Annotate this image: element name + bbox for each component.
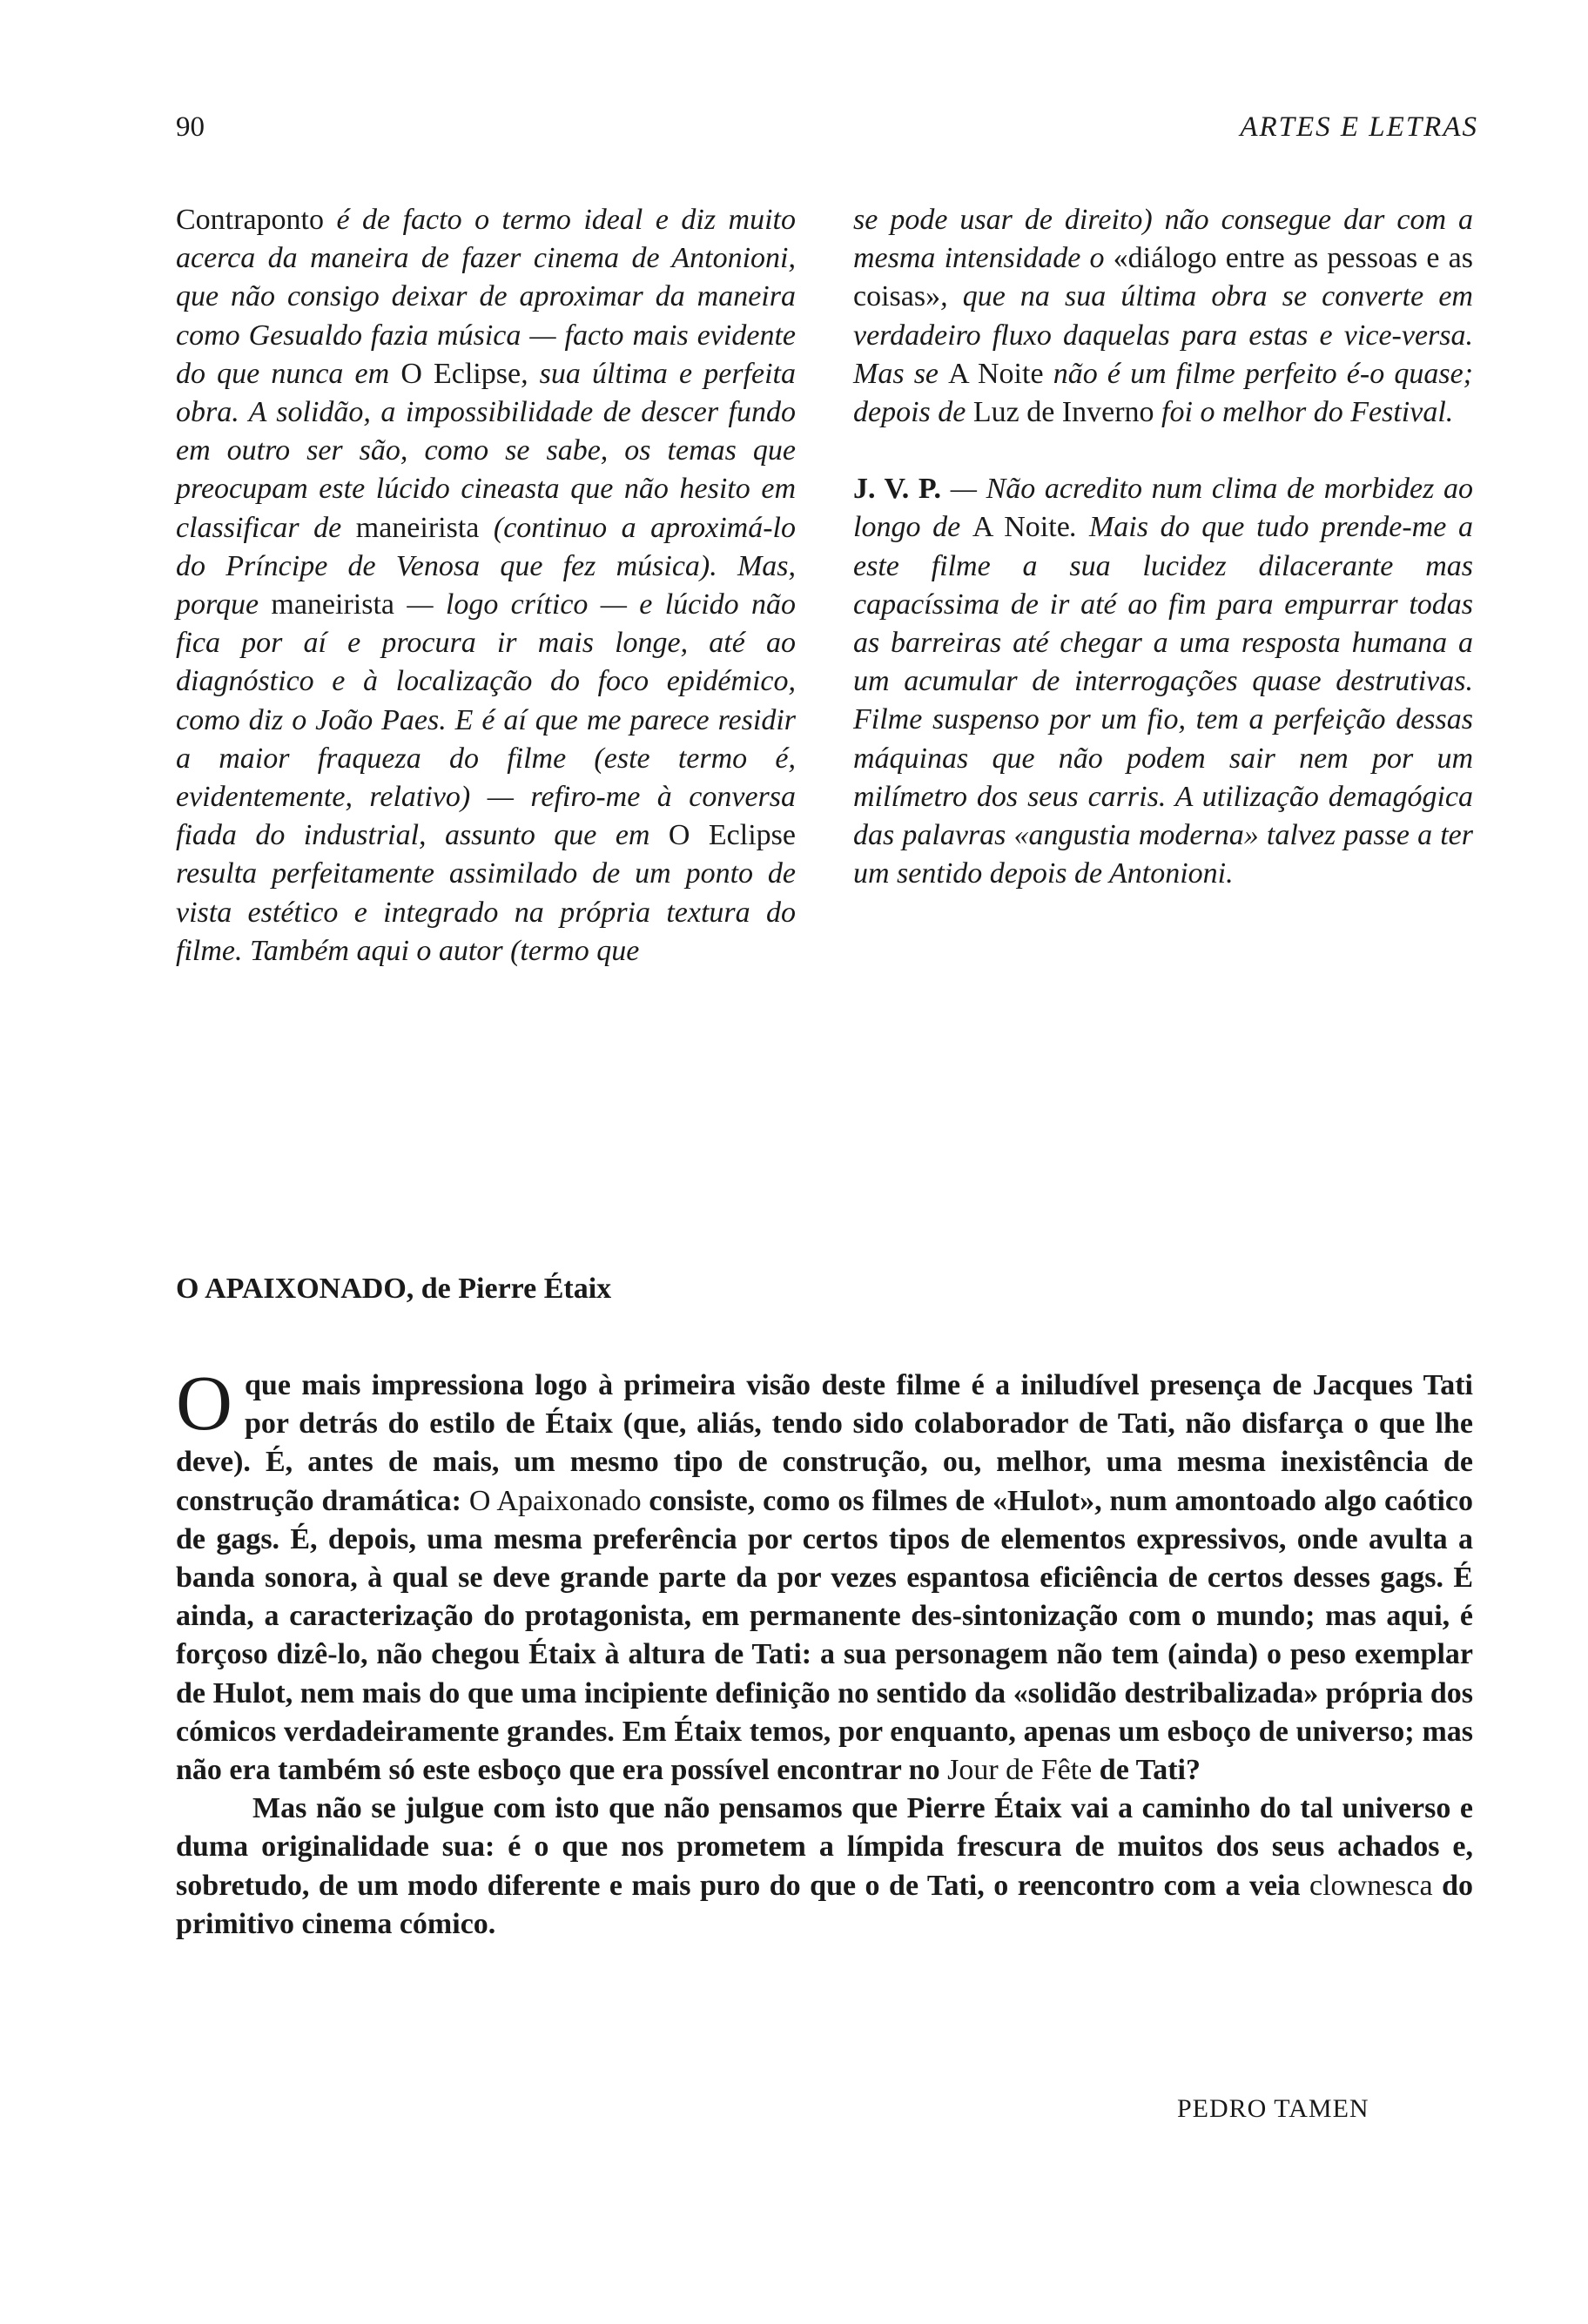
text-span: Contraponto xyxy=(176,204,324,236)
text-span: Mas não se julgue com isto que não pensamos que Pierre Étaix vai a caminho do tal universo e duma originalidade sua: é o que nos prometem a límpida frescura de muitos dos seus achados e, sobretudo, de um modo diferente e mais puro do que o de Tati, o reencontro com a veia xyxy=(176,1792,1473,1902)
film-title: Jour de Fête xyxy=(947,1754,1093,1787)
text-span: (continuo a aproximá-lo do Príncipe de Venosa que fez música). Mas, porque xyxy=(176,511,796,621)
text-span: , que na sua última obra se converte em verdadeiro fluxo daquelas para estas e vice-versa. Mas se xyxy=(853,280,1473,390)
left-column xyxy=(176,201,796,971)
running-head: ARTES E LETRAS xyxy=(1240,111,1478,143)
film-title: O Eclipse xyxy=(668,819,796,852)
film-title: O Eclipse xyxy=(400,357,521,390)
drop-cap: O xyxy=(176,1360,232,1447)
section-title: O APAIXONADO, de Pierre Étaix xyxy=(176,1273,612,1305)
text-span: foi o melhor do Festival. xyxy=(1154,396,1454,429)
text-span: . Mais do que tudo prende-me a este filme a sua lucidez dilacerante mas capacíssima de ir até ao fim para empurrar todas as barreiras até chegar a uma resposta humana a um acumular de interrogações quase destrutivas. Filme suspenso por um fio, tem a perfeição dessas máquinas que não podem sair nem por um milímetro dos seus carris. A utilização demagógica das palavras «angustia moderna» talvez passe a ter um sentido depois de Antonioni. xyxy=(853,511,1473,890)
text-span: é de facto o termo ideal e diz muito acerca da maneira de fazer cinema de Antonioni, que não consigo deixar de aproximar da maneira como Gesualdo fazia música — facto mais evidente do que nunca em xyxy=(176,204,796,390)
text-span: consiste, como os filmes de «Hulot», num amontoado algo caótico de gags. É, depois, uma mesma preferência por certos tipos de elementos expressivos, onde avulta a banda sonora, à qual se deve grande parte da por vezes espantosa eficiência de certos desses gags. É ainda, a caracterização do protagonista, em permanente des-sintonização com o mundo; mas aqui, é forçoso dizê-lo, não chegou Étaix à altura de Tati: a sua personagem não tem (ainda) o peso exemplar de Hulot, nem mais do que uma incipiente definição no sentido da «solidão destribalizada» própria dos cómicos verdadeiramente grandes. Em Étaix temos, por enquanto, apenas um esboço de universo; mas não era também só este esboço que era possível encontrar no xyxy=(176,1484,1474,1787)
film-title: O Apaixonado xyxy=(468,1484,642,1517)
text-span: , sua última e perfeita obra. A solidão, a impossibilidade de descer fundo em outro ser são, como se sabe, os temas que preocupam este lúcido cineasta que não hesito em classificar de xyxy=(176,357,797,544)
speaker-initials: J. V. P. xyxy=(853,473,942,506)
text-span: de Tati? xyxy=(1092,1754,1201,1787)
text-span: resulta perfeitamente assimilado de um ponto de vista estético e integrado na própria textura do filme. Também aqui o autor (termo que xyxy=(176,857,796,967)
text-span: — Não acredito num clima de morbidez ao longo de xyxy=(853,473,1473,544)
text-span: que mais impressiona logo à primeira visão deste filme é a iniludível presença de Jacques Tati por detrás do estilo de Étaix (que, aliás, tendo sido colaborador de Tati, não disfarça o que lhe deve). É, antes de mais, um mesmo tipo de construção, ou, melhor, uma mesma inexistência de construção dramática: xyxy=(176,1369,1473,1517)
section-paragraph-1 xyxy=(176,1360,1474,1790)
text-span: maneirista xyxy=(271,588,395,621)
film-title: Luz de Inverno xyxy=(972,396,1154,429)
page-number: 90 xyxy=(176,111,205,143)
section-paragraph-2 xyxy=(176,1790,1473,1944)
quote-span: «diálogo entre as pessoas e as coisas» xyxy=(853,242,1473,313)
film-title: A Noite xyxy=(972,511,1070,544)
right-column xyxy=(853,201,1473,893)
text-span: se pode usar de direito) não consegue dar com a mesma intensidade o xyxy=(853,204,1473,275)
text-span: não é um filme perfeito é-o quase; depois de xyxy=(853,357,1474,429)
left-column-paragraph xyxy=(176,201,796,971)
section-body xyxy=(176,1360,1474,1944)
film-title: A Noite xyxy=(948,357,1044,390)
author-signature: PEDRO TAMEN xyxy=(1177,2094,1369,2123)
text-span: clownesca xyxy=(1309,1869,1433,1902)
text-span: — logo crítico — e lúcido não fica por aí e procura ir mais longe, até ao diagnóstico e à localização do foco epidémico, como diz o João Paes. E é aí que me parece residir a maior fraqueza do filme (este termo é, evidentemente, relativo) — refiro-me à conversa fiada do industrial, assunto que em xyxy=(176,588,796,852)
text-span: maneirista xyxy=(355,511,480,544)
right-column-paragraph-1 xyxy=(853,201,1473,432)
right-column-paragraph-2 xyxy=(853,470,1473,893)
text-span: do primitivo cinema cómico. xyxy=(176,1869,1473,1940)
